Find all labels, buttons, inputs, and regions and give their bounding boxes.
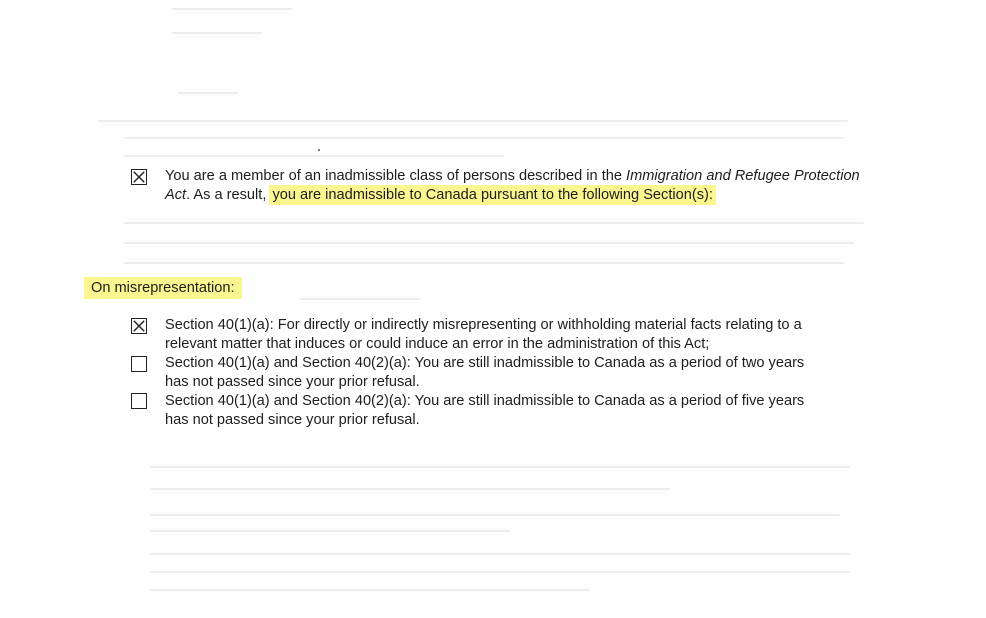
act-name: Immigration and Refugee Protection Act — [165, 168, 860, 203]
option-3-line-1: Section 40(1)(a) and Section 40(2)(a): You are still inadmissible to Canada as a period of five years — [165, 393, 805, 409]
option-2-line-1: Section 40(1)(a) and Section 40(2)(a): You are still inadmissible to Canada as a period of two years — [165, 355, 805, 371]
statement-checkbox[interactable] — [131, 169, 147, 185]
statement-highlighted-text: you are inadmissible to Canada pursuant to the following Section(s): — [272, 187, 713, 203]
section-heading: On misrepresentation: — [84, 277, 242, 299]
option-checkbox-3[interactable] — [131, 393, 147, 409]
option-3-line-2: has not passed since your prior refusal. — [165, 412, 420, 428]
statement-text-before: You are a member of an inadmissible class of persons described in the — [165, 168, 627, 184]
option-checkbox-2[interactable] — [131, 356, 147, 372]
stray-dot — [318, 149, 320, 151]
option-text-1 — [165, 316, 885, 354]
option-checkbox-1[interactable] — [131, 318, 147, 334]
checkbox-x-mark-icon — [132, 319, 146, 333]
option-1-line-2: relevant matter that induces or could induce an error in the administration of this Act; — [165, 336, 710, 352]
checkbox-x-mark-icon — [132, 170, 146, 184]
option-1-line-1: Section 40(1)(a): For directly or indirectly misrepresenting or withholding material facts relating to a — [165, 317, 802, 333]
option-2-line-2: has not passed since your prior refusal. — [165, 374, 420, 390]
statement-text-middle: . As a result, — [186, 187, 271, 203]
option-text-2 — [165, 354, 885, 392]
option-text-3 — [165, 392, 885, 430]
statement-text — [165, 167, 865, 205]
